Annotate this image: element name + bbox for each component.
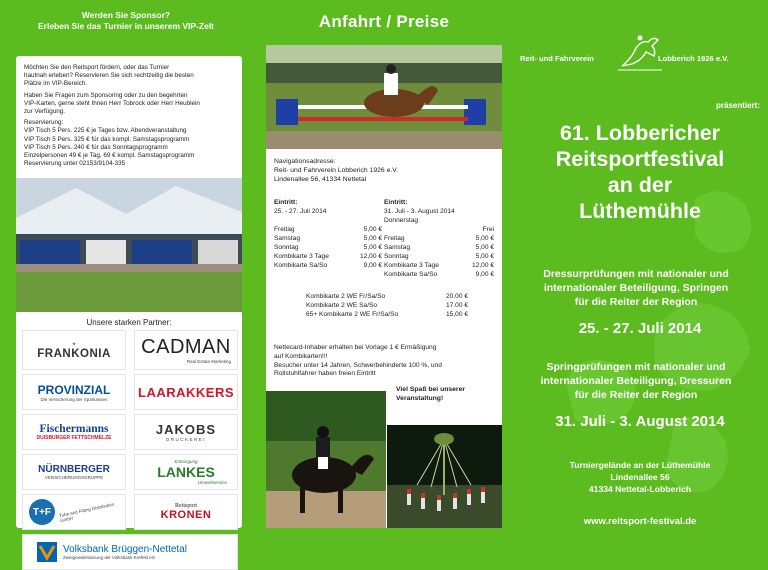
dressage-description: Dressurprüfungen mit nationaler und internationaler Beteiligung, Springen für die Reiter der Region	[543, 268, 729, 308]
club-banner	[520, 48, 760, 72]
vip-panel	[16, 56, 242, 560]
cadman-logo: CADMAN Real Estate Marketing	[134, 330, 238, 370]
frankonia-logo: ✦ FRANKONIA	[22, 330, 126, 370]
horse-rider-logo-icon	[618, 32, 662, 72]
volksbank-logo: Volksbank Brüggen-Nettetal Zweigniederlassung der Volksbank Krefeld eG	[22, 534, 238, 570]
vip-text: Möchten Sie den Reitsport fördern, oder das Turnier hautnah erleben? Reservieren Sie sich rechtzeitig die besten Plätze im VIP-Bereich. Haben Sie Fragen zum Sponsoring oder zu den begehrten VIP-Karten, gerne steht Ihnen Herr Tobrock oder Herr Heublein zur Verfügung. Reservierung: VIP Tisch 5 Pers. 225 € je Tages bzw. Abendveranstaltung VIP Tisch 5 Pers. 325 € für das kompl. Samstagsprogramm VIP Tisch 5 Pers. 240 € für das Sonntagsprogramm Einzelpersonen 49 € je Tag, 69 € kompl. Samstagsprogramm Reservierung unter 02153/9104-335	[24, 64, 200, 168]
kronen-logo: Reitsport KRONEN	[134, 494, 238, 530]
combo-prices: Kombikarte 2 WE Fr/Sa/So 20.00 € Kombikarte 2 WE Sa/So 17.00 € 65+ Kombikarte 2 WE Fr/Sa/So 15,00 €	[306, 293, 468, 318]
dressage-photo	[266, 391, 386, 528]
festival-title: 61. Lobbericher Reitsportfestival an der Lüthemühle	[555, 121, 725, 223]
club-name-left: Reit- und Fahrverein	[520, 54, 594, 63]
anfahrt-title: Anfahrt / Preise	[318, 12, 450, 31]
discount-note: Nettecard-Inhaber erhalten bei Vorlage 1 € Ermäßigung auf Kombikarten!!! Besucher unter 14 Jahren, Schwerbehinderte 100 %, und Rollstuhlfahrer haben freien Eintritt	[274, 344, 442, 378]
tf-logo: T+F Tube and Fitting Distribution GmbH	[22, 494, 126, 530]
fischermanns-logo: Fischermanns DUISBURGER FETTSCHMELZE	[22, 414, 126, 450]
volksbank-icon	[37, 542, 57, 562]
provinzial-logo: PROVINZIAL Die Versicherung der Sparkassen	[22, 374, 126, 410]
prices-left: Eintritt: 25. - 27. Juli 2014 Freitag 5,00 € Samstag 5,00 € Sonntag 5,00 € Kombikarte 3 Tage 12,00 € Kombikarte Sa/So 9,00 €	[274, 199, 382, 269]
sponsors-title: Unsere starken Partner:	[86, 318, 172, 327]
show-jumping-photo	[266, 45, 502, 149]
jakobs-logo: JAKOBS DRUCKEREI	[134, 414, 238, 450]
laarakkers-logo: LAARAKKERS	[134, 374, 238, 410]
venue-address: Turniergelände an der Lüthemühle Lindenallee 56 41334 Nettetal-Lobberich	[569, 460, 711, 494]
jumping-description: Springprüfungen mit nationaler und internationaler Beteiligung, Dressuren für die Reiter der Region	[540, 361, 732, 401]
sponsor-heading: Werden Sie Sponsor? Erleben Sie das Turnier in unserem VIP-Zelt	[37, 10, 215, 31]
club-name-right: Lobberich 1926 e.V.	[658, 54, 729, 63]
jumping-date: 31. Juli - 3. August 2014	[555, 413, 725, 430]
lankes-logo: Entsorgung LANKES Umweltservice	[134, 454, 238, 490]
prices-right: Eintritt: 31. Juli - 3. August 2014 Donnerstag Frei Freitag 5,00 € Samstag 5,00 € Sonntag 5,00 € Kombikarte 3 Tage 12,00 € Kombikarte Sa/So 9,00 €	[384, 199, 494, 278]
anfahrt-panel	[266, 45, 502, 528]
arena-photo	[16, 178, 242, 312]
dressage-date: 25. - 27. Juli 2014	[578, 320, 702, 337]
website-link[interactable]: www.reitsport-festival.de	[583, 516, 697, 527]
nuernberger-logo: NÜRNBERGER VERSICHERUNGSGRUPPE	[22, 454, 126, 490]
stag-icon: ✦	[71, 341, 77, 348]
enjoy-message: Viel Spaß bei unserer Veranstaltung!	[396, 386, 466, 402]
navigation-address: Navigationsadresse: Reit- und Fahrverein Lobberich 1926 e.V. Lindenallee 56, 41334 Nettetal	[274, 158, 399, 183]
presents-label: präsentiert:	[715, 101, 760, 110]
night-show-photo	[387, 425, 502, 528]
